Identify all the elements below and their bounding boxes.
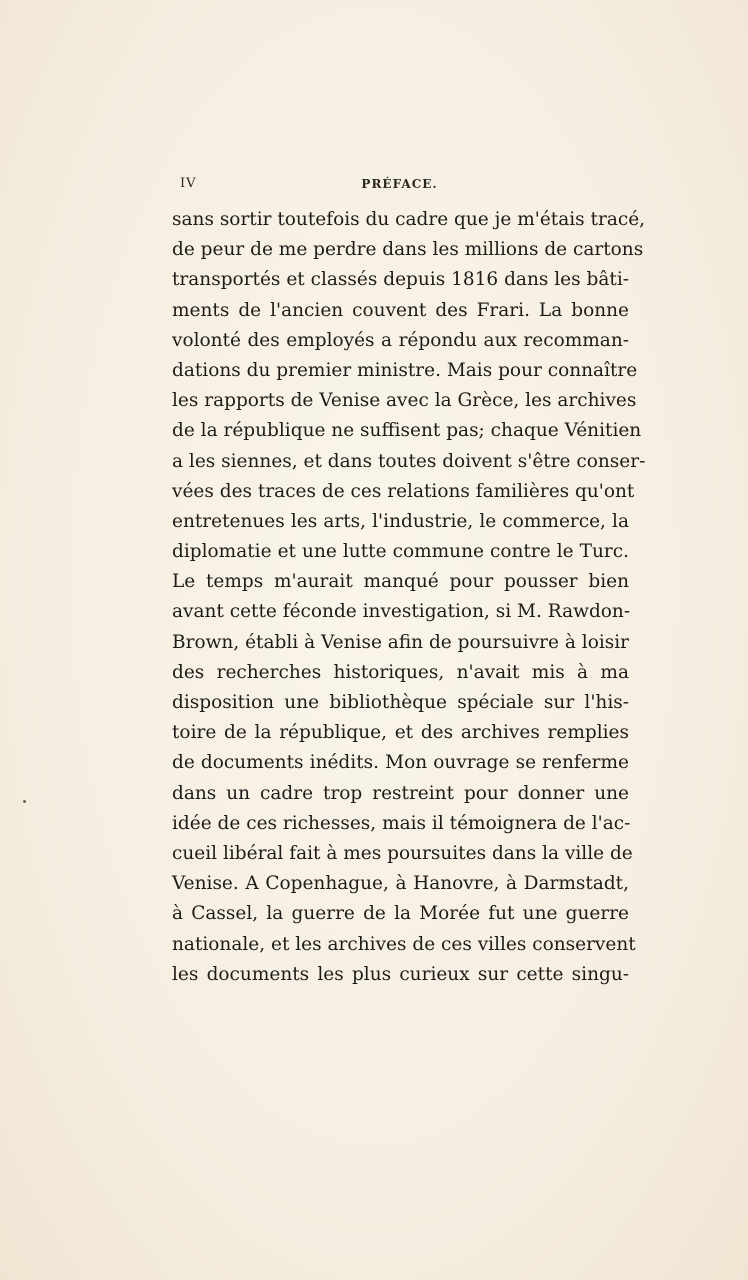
text-line: diplomatie et une lutte commune contre le Turc.: [172, 541, 629, 563]
text-line: dations du premier ministre. Mais pour connaître: [172, 359, 638, 381]
body-text: [172, 205, 646, 990]
text-line: Le temps m'aurait manqué pour pousser bien: [172, 571, 629, 593]
text-line: les rapports de Venise avec la Grèce, les archives: [172, 390, 637, 412]
text-line: cueil libéral fait à mes poursuites dans la ville de: [172, 842, 633, 864]
running-head: [172, 176, 627, 196]
text-line: transportés et classés depuis 1816 dans les bâti-: [172, 269, 629, 291]
text-line: des recherches historiques, n'avait mis à ma: [172, 661, 629, 683]
text-line: Brown, établi à Venise afin de poursuivre à loisir: [172, 631, 629, 653]
text-line: avant cette féconde investigation, si M. Rawdon-: [172, 601, 631, 623]
text-line: les documents les plus curieux sur cette singu-: [172, 963, 629, 985]
text-line: à Cassel, la guerre de la Morée fut une guerre: [172, 903, 629, 925]
text-line: disposition une bibliothèque spéciale sur l'his-: [172, 692, 629, 713]
text-line: de peur de me perdre dans les millions de cartons: [172, 239, 644, 261]
text-line: idée de ces richesses, mais il témoignera de l'ac-: [172, 812, 631, 834]
text-line: dans un cadre trop restreint pour donner une: [172, 782, 629, 804]
text-line: entretenues les arts, l'industrie, le commerce, la: [172, 510, 629, 532]
text-line: de la république ne suffisent pas; chaque Vénitien: [172, 420, 642, 442]
text-line: sans sortir toutefois du cadre que je m'étais tracé,: [172, 209, 646, 230]
page-number: IV: [180, 176, 197, 191]
text-line: de documents inédits. Mon ouvrage se renferme: [172, 752, 629, 774]
text-line: nationale, et les archives de ces villes conservent: [172, 933, 636, 955]
text-line: volonté des employés a répondu aux recomman-: [172, 329, 629, 351]
running-title: PRÉFACE.: [361, 177, 438, 191]
paper-speck: [23, 800, 26, 803]
text-line: Venise. A Copenhague, à Hanovre, à Darmstadt,: [172, 873, 629, 895]
text-line: toire de la république, et des archives remplies: [172, 722, 629, 744]
text-line: a les siennes, et dans toutes doivent s'être conser-: [172, 450, 646, 472]
text-line: ments de l'ancien couvent des Frari. La bonne: [172, 299, 629, 321]
text-line: vées des traces de ces relations familières qu'ont: [172, 480, 635, 502]
